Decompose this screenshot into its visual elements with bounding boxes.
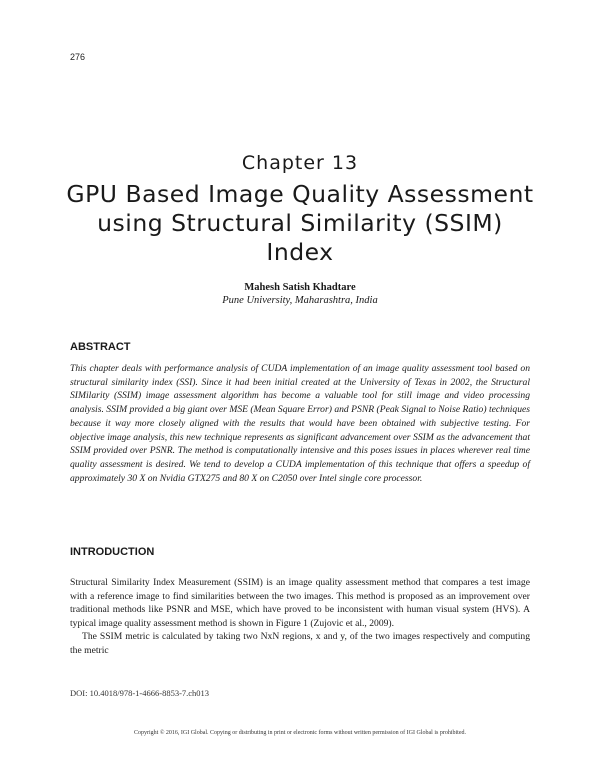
abstract-heading: ABSTRACT [70, 341, 131, 353]
page-number: 276 [70, 52, 86, 62]
introduction-paragraph-1: Structural Similarity Index Measurement (SSIM) is an image quality assessment method that compares a test image with a reference image to find similarities between the two images. This method is proposed as an improvement over traditional methods like PSNR and MSE, which have proved to be inconsistent with human visual system (HVS). A typical image quality assessment method is shown in Figure 1 (Zujovic et al., 2009). [70, 577, 530, 629]
abstract-text: This chapter deals with performance analysis of CUDA implementation of an image quality assessment tool based on structural similarity index (SSI). Since it had been initial created at the University of Texas in 2002, the Structural SIMilarity (SSIM) image assessment algorithm has become a valuable tool for still image and video processing analysis. SSIM provided a big giant over MSE (Mean Square Error) and PSNR (Peak Signal to Noise Ratio) techniques because it way more closely aligned with the results that would have been obtained with subjective testing. For objective image analysis, this new technique represents as significant advancement over SSIM as the advancement that SSIM provided over PSNR. The method is computationally intensive and this poses issues in places wherever real time quality assessment is desired. We tend to develop a CUDA implementation of this technique that offers a speedup of approximately 30 X on Nvidia GTX275 and 80 X on C2050 over Intel single core processor. [70, 363, 530, 484]
author-affiliation: Pune University, Maharashtra, India [222, 295, 378, 306]
introduction-heading: INTRODUCTION [70, 546, 155, 558]
introduction-paragraph-2: The SSIM metric is calculated by taking two NxN regions, x and y, of the two images respectively and computing the metric [70, 631, 530, 656]
chapter-label: Chapter 13 [241, 152, 359, 174]
copyright-notice: Copyright © 2016, IGI Global. Copying or distributing in print or electronic forms without written permission of IGI Global is prohibited. [133, 730, 466, 736]
author-name: Mahesh Satish Khadtare [244, 282, 356, 293]
chapter-title: GPU Based Image Quality Assessment using Structural Similarity (SSIM) Index [66, 180, 534, 266]
introduction-body [70, 576, 530, 657]
doi-line: DOI: 10.4018/978-1-4666-8853-7.ch013 [70, 688, 210, 698]
